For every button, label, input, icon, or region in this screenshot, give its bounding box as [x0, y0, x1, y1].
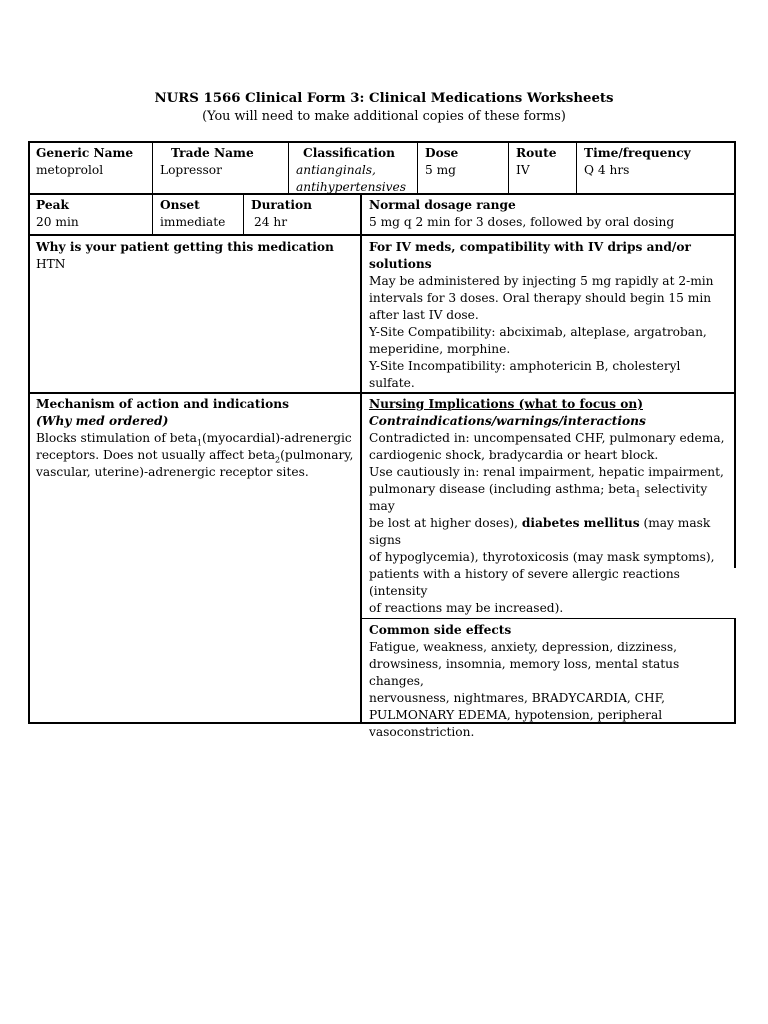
side-effects-line: PULMONARY EDEMA, hypotension, peripheral — [369, 708, 663, 722]
dosage-range-cell — [362, 195, 734, 231]
side-effects-line: vasoconstriction. — [369, 725, 475, 739]
row2-bottom-line — [28, 234, 736, 236]
peak-value: 20 min — [36, 215, 79, 229]
time-frequency-value: Q 4 hrs — [584, 163, 630, 177]
peak-cell — [29, 195, 152, 231]
mechanism-label: Mechanism of action and indications — [36, 397, 289, 411]
mechanism-line: vascular, uterine)-adrenergic receptor sites. — [36, 465, 309, 479]
nursing-bottom-line — [361, 618, 736, 619]
trade-name-value: Lopressor — [160, 163, 222, 177]
nursing-implications-cell — [362, 394, 734, 617]
mechanism-cell — [29, 394, 360, 481]
nursing-line: of hypoglycemia), thyrotoxicosis (may mask symptoms), — [369, 550, 715, 564]
onset-label: Onset — [160, 198, 200, 212]
iv-line: after last IV dose. — [369, 308, 479, 322]
classification-cell — [289, 143, 417, 196]
iv-compatibility-cell — [362, 237, 734, 392]
onset-value: immediate — [160, 215, 226, 229]
route-label: Route — [516, 146, 557, 160]
classification-label: Classification — [303, 146, 396, 160]
trade-name-cell — [153, 143, 288, 179]
why-patient-cell — [29, 237, 360, 273]
generic-name-value: metoprolol — [36, 163, 104, 177]
nursing-line: Contradicted in: uncompensated CHF, pulmonary edema, — [369, 431, 725, 445]
nursing-line: patients with a history of severe allergic reactions (intensity — [369, 567, 680, 598]
classification-value-1: antianginals, — [296, 163, 376, 177]
nursing-line: Use cautiously in: renal impairment, hepatic impairment, — [369, 465, 724, 479]
nursing-line: cardiogenic shock, bradycardia or heart block. — [369, 448, 659, 462]
nursing-line: of reactions may be increased). — [369, 601, 564, 615]
page-subtitle: (You will need to make additional copies of these forms) — [202, 109, 566, 124]
route-value: IV — [516, 163, 530, 177]
trade-name-label: Trade Name — [171, 146, 254, 160]
dose-cell — [418, 143, 508, 179]
generic-name-cell — [29, 143, 152, 179]
duration-cell — [244, 195, 360, 231]
iv-line: Y-Site Compatibility: abciximab, alteplase, argatroban, — [369, 325, 707, 339]
dose-label: Dose — [425, 146, 459, 160]
nursing-line: pulmonary disease (including asthma; beta$_1$ selectivity may — [369, 482, 708, 513]
side-effects-cell — [362, 620, 734, 741]
route-cell — [509, 143, 576, 179]
iv-compatibility-label-2: solutions — [369, 257, 432, 271]
dosage-range-label: Normal dosage range — [369, 198, 516, 212]
dose-value: 5 mg — [425, 163, 456, 177]
table-border-right — [734, 141, 736, 568]
nursing-line: be lost at higher doses), diabetes mellitus (may mask signs — [369, 516, 711, 547]
table-border-right-lower — [734, 618, 736, 724]
time-frequency-cell — [577, 143, 734, 179]
nursing-implications-label: Nursing Implications (what to focus on) — [369, 397, 643, 411]
time-frequency-label: Time/frequency — [584, 146, 691, 160]
peak-label: Peak — [36, 198, 69, 212]
why-patient-value: HTN — [36, 257, 66, 271]
side-effects-line: drowsiness, insomnia, memory loss, mental status changes, — [369, 657, 680, 688]
dosage-range-value: 5 mg q 2 min for 3 doses, followed by oral dosing — [369, 215, 675, 229]
iv-line: intervals for 3 doses. Oral therapy should begin 15 min — [369, 291, 712, 305]
nursing-implications-sublabel: Contraindications/warnings/interactions — [369, 414, 646, 428]
page-title: NURS 1566 Clinical Form 3: Clinical Medications Worksheets — [154, 91, 614, 106]
generic-name-label: Generic Name — [36, 146, 134, 160]
side-effects-label: Common side effects — [369, 623, 512, 637]
iv-line: May be administered by injecting 5 mg rapidly at 2-min — [369, 274, 714, 288]
mechanism-line: receptors. Does not usually affect beta$_2$(pulmonary, — [36, 448, 354, 465]
iv-line: meperidine, morphine. — [369, 342, 511, 356]
why-patient-label: Why is your patient getting this medication — [36, 240, 334, 254]
onset-cell — [153, 195, 243, 231]
iv-line: sulfate. — [369, 376, 415, 390]
duration-label: Duration — [251, 198, 312, 212]
mechanism-line: Blocks stimulation of beta$_1$(myocardial)-adrenergic — [36, 431, 352, 448]
side-effects-line: Fatigue, weakness, anxiety, depression, dizziness, — [369, 640, 678, 654]
iv-compatibility-label-1: For IV meds, compatibility with IV drips and/or — [369, 240, 691, 254]
mechanism-sublabel: (Why med ordered) — [36, 414, 169, 428]
classification-value-2: antihypertensives — [296, 180, 406, 194]
duration-value: 24 hr — [254, 215, 288, 229]
side-effects-line: nervousness, nightmares, BRADYCARDIA, CHF, — [369, 691, 666, 705]
iv-line: Y-Site Incompatibility: amphotericin B, cholesteryl — [369, 359, 681, 373]
